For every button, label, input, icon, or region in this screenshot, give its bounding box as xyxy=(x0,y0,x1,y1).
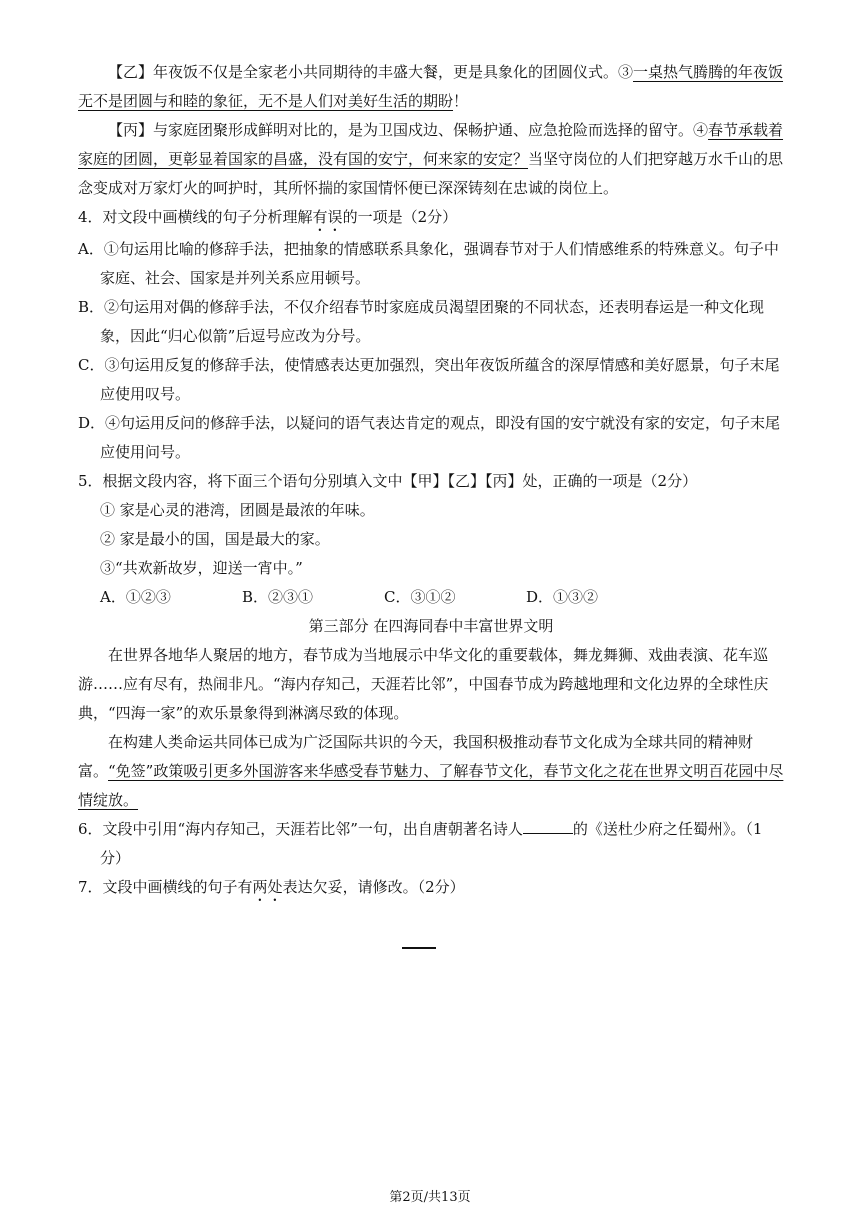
paragraph-yi xyxy=(78,58,784,116)
underlined-sentence-part3: “免签”政策吸引更多外国游客来华感受春节魅力、了解春节文化，春节文化之花在世界文明百花园中尽情绽放。 xyxy=(78,762,784,809)
question-7 xyxy=(78,873,784,905)
end-divider xyxy=(402,947,436,949)
q5-choice-b: B．②③① xyxy=(242,588,314,606)
q7-emphasis: 两处 xyxy=(252,878,283,896)
q4-stem-a: 4．对文段中画横线的句子分析理解 xyxy=(78,208,313,226)
q4-option-c: C．③句运用反复的修辞手法，使情感表达更加强烈，突出年夜饭所蕴含的深厚情感和美好愿景，句子末尾应使用叹号。 xyxy=(78,356,780,403)
q4-emphasis: 有误 xyxy=(312,208,343,226)
q5-choice-d: D．①③② xyxy=(526,588,599,606)
paragraph-bing-text: 【丙】与家庭团聚形成鲜明对比的，是为卫国戍边、保畅护通、应急抢险而选择的留守。④ xyxy=(108,121,709,139)
part3-title: 第三部分 在四海同春中丰富世界文明 xyxy=(308,617,554,635)
q6-answer-blank xyxy=(523,817,573,834)
question-6 xyxy=(78,815,784,873)
q4-option-a: A．①句运用比喻的修辞手法，把抽象的情感联系具象化，强调春节对于人们情感维系的特殊意义。句子中家庭、社会、国家是并列关系应用顿号。 xyxy=(78,240,779,287)
q4-option-d: D．④句运用反问的修辞手法，以疑问的语气表达肯定的观点，即没有国的安宁就没有家的安定，句子末尾应使用问号。 xyxy=(78,414,781,461)
page-footer: 第2页/共13页 xyxy=(389,1190,471,1205)
underlined-sentence-4: 春节承载着家庭的团圆，更彰显着国家的昌盛，没有国的安宁，何来家的安定？ xyxy=(78,121,784,168)
question-5-stem: 5．根据文段内容，将下面三个语句分别填入文中【甲】【乙】【丙】处，正确的一项是（2分） xyxy=(78,472,698,490)
paragraph-yi-end: ！ xyxy=(453,92,469,110)
part3-paragraph-1: 在世界各地华人聚居的地方，春节成为当地展示中华文化的重要载体，舞龙舞狮、戏曲表演、花车巡游……应有尽有，热闹非凡。“海内存知己，天涯若比邻”，中国春节成为跨越地理和文化边界的全球性庆典，“四海一家”的欢乐景象得到淋漓尽致的体现。 xyxy=(78,646,769,722)
q5-choices xyxy=(78,583,784,612)
q5-item-3: ③“共欢新故岁，迎送一宵中。” xyxy=(100,559,303,577)
q7-text-a: 7．文段中画横线的句子有 xyxy=(78,878,253,896)
part3-paragraph-2-text: 在构建人类命运共同体已成为广泛国际共识的今天，我国积极推动春节文化成为全球共同的精神财富。 xyxy=(78,733,754,780)
q7-text-b: 表达欠妥，请修改。（2分） xyxy=(282,878,465,896)
q4-stem-b: 的一项是（2分） xyxy=(342,208,458,226)
question-4-stem xyxy=(78,203,784,235)
paragraph-bing-rest: 当坚守岗位的人们把穿越万水千山的思念变成对万家灯火的呵护时，其所怀揣的家国情怀便已深深铸刻在忠诚的岗位上。 xyxy=(78,150,784,197)
q5-item-2: ② 家是最小的国，国是最大的家。 xyxy=(100,530,330,548)
q5-item-1: ① 家是心灵的港湾，团圆是最浓的年味。 xyxy=(100,501,375,519)
q6-text-b: 的《送杜少府之任蜀州》。（1分） xyxy=(100,820,763,867)
q4-option-b: B．②句运用对偶的修辞手法，不仅介绍春节时家庭成员渴望团聚的不同状态，还表明春运是一种文化现象，因此“归心似箭”后逗号应改为分号。 xyxy=(78,298,765,345)
paragraph-yi-text: 【乙】年夜饭不仅是全家老小共同期待的丰盛大餐，更是具象化的团圆仪式。③ xyxy=(108,63,634,81)
paragraph-bing xyxy=(78,116,784,203)
q5-choice-a: A．①②③ xyxy=(100,588,171,606)
q5-choice-c: C．③①② xyxy=(384,588,456,606)
part3-paragraph-2 xyxy=(78,728,784,815)
exam-content xyxy=(78,58,784,905)
underlined-sentence-3: 一桌热气腾腾的年夜饭无不是团圆与和睦的象征，无不是人们对美好生活的期盼 xyxy=(78,63,784,110)
q6-text-a: 6．文段中引用“海内存知己，天涯若比邻”一句，出自唐朝著名诗人 xyxy=(78,820,523,838)
